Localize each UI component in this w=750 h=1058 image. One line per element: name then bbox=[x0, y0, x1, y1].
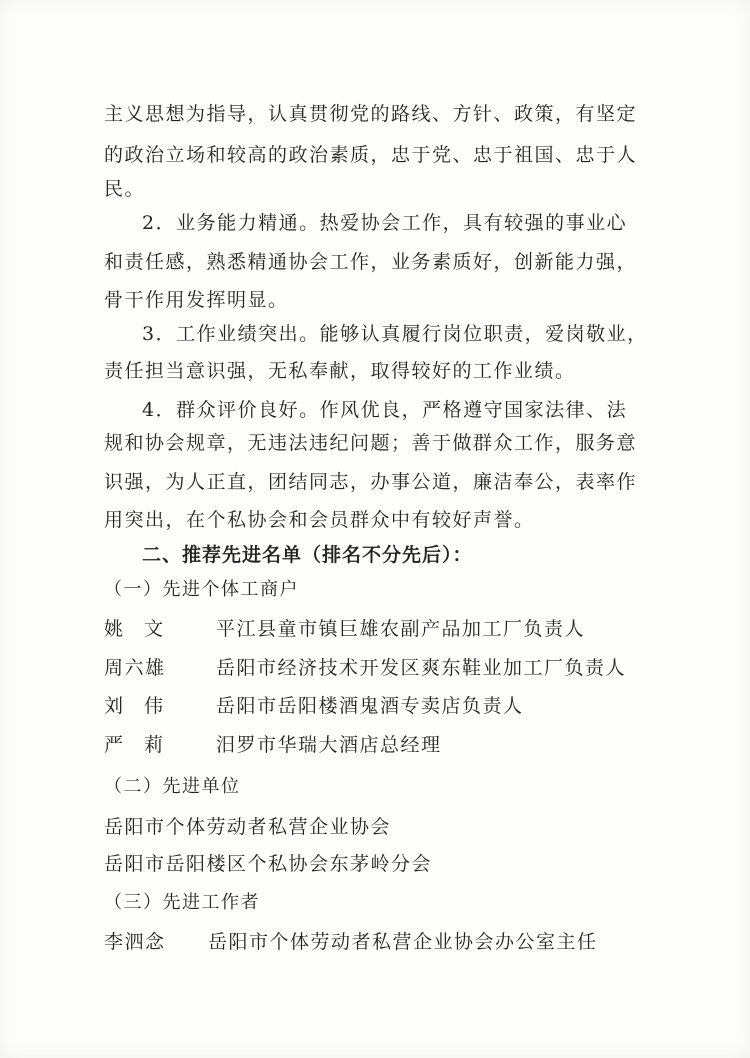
entry-role: 平江县童市镇巨雄农副产品加工厂负责人 bbox=[216, 618, 586, 640]
entry-name: 严莉 bbox=[104, 734, 185, 756]
category-title: （二）先进单位 bbox=[104, 776, 241, 797]
unit-item: 岳阳市岳阳楼区个私协会东茅岭分会 bbox=[104, 853, 433, 875]
entry-role: 岳阳市岳阳楼酒鬼酒专卖店负责人 bbox=[216, 695, 524, 717]
paragraph-line: 2．业务能力精通。热爱协会工作，具有较强的事业心 bbox=[142, 212, 628, 234]
paragraph-line: 民。 bbox=[104, 178, 146, 200]
entry-name: 刘伟 bbox=[104, 695, 185, 717]
paragraph-line: 3．工作业绩突出。能够认真履行岗位职责，爱岗敬业， bbox=[142, 323, 648, 345]
paragraph-line: 骨干作用发挥明显。 bbox=[104, 289, 289, 311]
entry-role: 岳阳市个体劳动者私营企业协会办公室主任 bbox=[208, 931, 598, 953]
section-heading: 二、推荐先进名单（排名不分先后）： bbox=[142, 544, 473, 566]
paragraph-line: 识强，为人正直，团结同志，办事公道，廉洁奉公，表率作 bbox=[104, 471, 638, 493]
paragraph-line: 规和协会规章，无违法违纪问题；善于做群众工作，服务意 bbox=[104, 432, 638, 454]
paragraph-line: 主义思想为指导，认真贯彻党的路线、方针、政策，有坚定 bbox=[104, 103, 638, 125]
paragraph-line: 和责任感，熟悉精通协会工作，业务素质好，创新能力强， bbox=[104, 251, 638, 273]
paragraph-line: 用突出，在个私协会和会员群众中有较好声誉。 bbox=[104, 509, 535, 531]
entry-role: 岳阳市经济技术开发区爽东鞋业加工厂负责人 bbox=[216, 657, 627, 679]
paragraph-line: 的政治立场和较高的政治素质，忠于党、忠于祖国、忠于人 bbox=[104, 144, 638, 166]
entry-name: 李泗念 bbox=[104, 931, 166, 953]
category-title: （三）先进工作者 bbox=[104, 892, 260, 913]
unit-item: 岳阳市个体劳动者私营企业协会 bbox=[104, 816, 392, 838]
paragraph-line: 4．群众评价良好。作风优良，严格遵守国家法律、法 bbox=[142, 399, 628, 421]
category-title: （一）先进个体工商户 bbox=[104, 579, 299, 600]
entry-name: 姚文 bbox=[104, 618, 185, 640]
paragraph-line: 责任担当意识强，无私奉献，取得较好的工作业绩。 bbox=[104, 360, 576, 382]
entry-role: 汨罗市华瑞大酒店总经理 bbox=[216, 734, 442, 756]
entry-name: 周六雄 bbox=[104, 657, 166, 679]
